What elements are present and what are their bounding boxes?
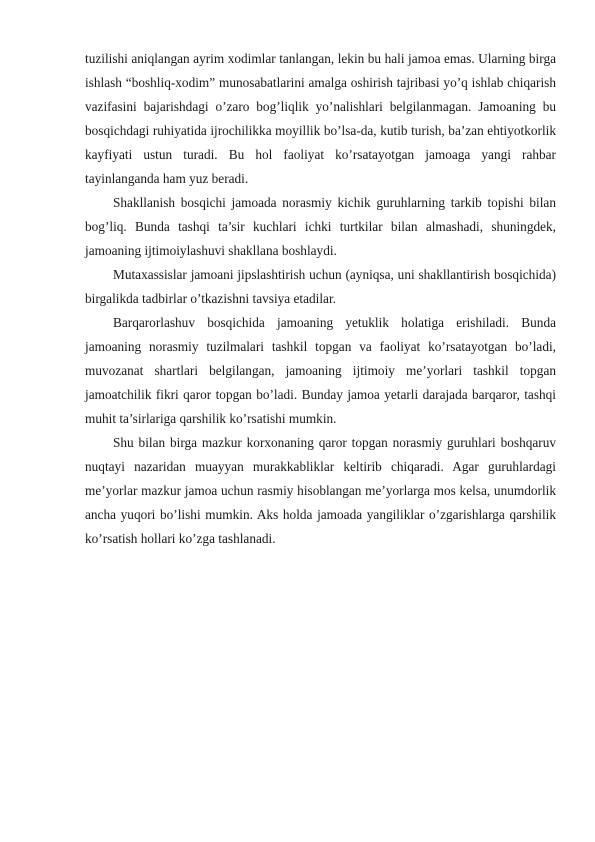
paragraph-barqarorlashuv: Barqarorlashuv bosqichida jamoaning yetuklik holatiga erishiladi. Bunda jamoaning norasmiy tuzilmalari tashkil topgan va faoliyat ko’rsatayotgan bo’ladi, muvozanat shartlari belgilangan, jamoaning ijtimoiy me’yorlari tashkil topgan jamoatchilik fikri qaror topgan bo’ladi. Bunday jamoa yetarli darajada barqaror, tashqi muhit ta’sirlariga qarshilik ko’rsatishi mumkin. — [85, 315, 556, 426]
paragraph-continuation: tuzilishi aniqlangan ayrim xodimlar tanlangan, lekin bu hali jamoa emas. Ularning birga ishlash “boshliq-xodim” munosabatlarini amalga oshirish tajribasi yo’q ishlab chiqarish vazifasini bajarishdagi o’zaro bog’liqlik yo’nalishlari belgilanmagan. Jamoaning bu bosqichdagi ruhiyatida ijrochilikka moyillik bo’lsa-da, kutib turish, ba’zan ehtiyotkorlik kayfiyati ustun turadi. Bu hol faoliyat ko’rsatayotgan jamoaga yangi rahbar tayinlanganda ham yuz beradi. — [85, 51, 556, 186]
document-body — [85, 47, 556, 551]
paragraph-mutaxassislar: Mutaxassislar jamoani jipslashtirish uchun (ayniqsa, uni shakllantirish bosqichida) birgalikda tadbirlar o’tkazishni tavsiya etadilar. — [85, 267, 556, 306]
paragraph-norasmiy-guruhlar: Shu bilan birga mazkur korxonaning qaror topgan norasmiy guruhlari boshqaruv nuqtayi nazaridan muayyan murakkabliklar keltirib chiqaradi. Agar guruhlardagi me’yorlar mazkur jamoa uchun rasmiy hisoblangan me’yorlarga mos kelsa, unumdorlik ancha yuqori bo’lishi mumkin. Aks holda jamoada yangiliklar o’zgarishlarga qarshilik ko’rsatish hollari ko’zga tashlanadi. — [85, 435, 556, 546]
paragraph-shakllanish: Shakllanish bosqichi jamoada norasmiy kichik guruhlarning tarkib topishi bilan bog’liq. Bunda tashqi ta’sir kuchlari ichki turtkilar bilan almashadi, shuningdek, jamoaning ijtimoiylashuvi shakllana boshlaydi. — [85, 195, 556, 258]
